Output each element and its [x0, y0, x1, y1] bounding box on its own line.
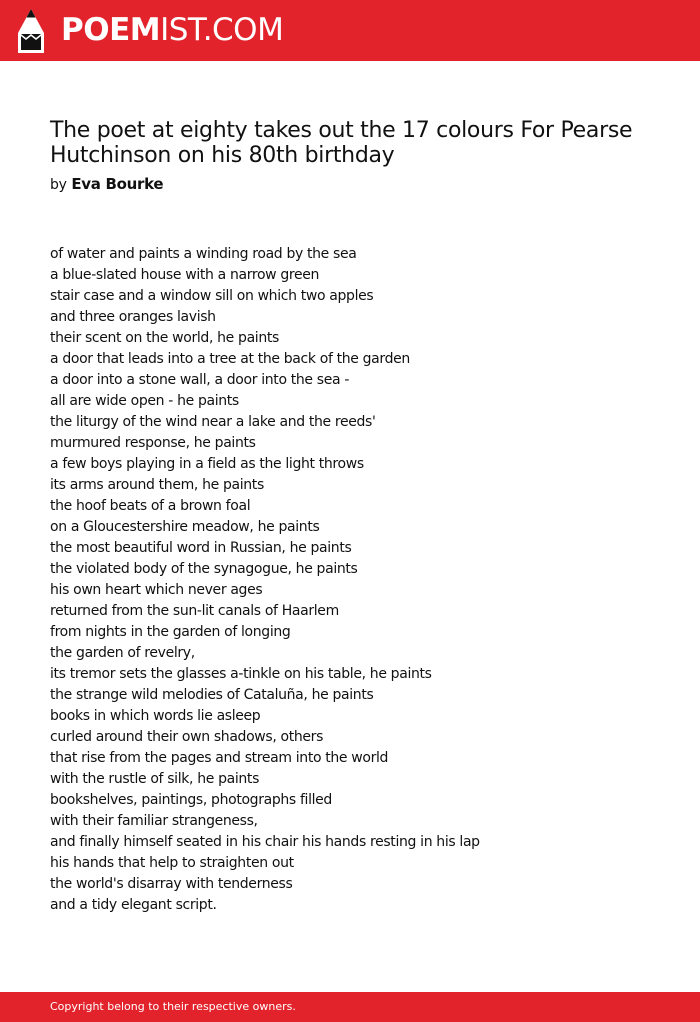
poem-line: a few boys playing in a field as the light throws [50, 456, 364, 472]
poem-line: the hoof beats of a brown foal [50, 498, 251, 514]
poem-line: bookshelves, paintings, photographs filled [50, 792, 332, 808]
poem-line: books in which words lie asleep [50, 708, 261, 724]
logo-text-bold: POEM [61, 12, 161, 48]
poem-line: that rise from the pages and stream into the world [50, 750, 389, 766]
poem-line: their scent on the world, he paints [50, 330, 279, 346]
site-header [0, 0, 700, 61]
poem-line: the garden of revelry, [50, 645, 195, 661]
poem-line: the violated body of the synagogue, he paints [50, 561, 358, 577]
poem-line: from nights in the garden of longing [50, 624, 291, 640]
poem-line: a door that leads into a tree at the back of the garden [50, 351, 410, 367]
copyright-text: Copyright belong to their respective owners. [50, 1000, 296, 1013]
logo-text-light: IST.COM [160, 12, 284, 48]
poem-title: The poet at eighty takes out the 17 colours For Pearse Hutchinson on his 80th birthday [50, 118, 633, 168]
poem-line: its tremor sets the glasses a-tinkle on his table, he paints [50, 666, 432, 682]
poem-line: curled around their own shadows, others [50, 729, 324, 745]
poem-line: the most beautiful word in Russian, he paints [50, 540, 352, 556]
by-label: by [50, 177, 67, 193]
poem-line: a blue-slated house with a narrow green [50, 267, 320, 283]
poem-line: and finally himself seated in his chair his hands resting in his lap [50, 834, 480, 850]
poem-line: with their familiar strangeness, [50, 813, 258, 829]
pencil-icon[interactable] [18, 9, 44, 53]
poem-line: stair case and a window sill on which two apples [50, 288, 374, 304]
poem-body [50, 244, 670, 916]
poem-line: of water and paints a winding road by the sea [50, 246, 357, 262]
poem-line: the liturgy of the wind near a lake and the reeds' [50, 414, 376, 430]
poem-line: and three oranges lavish [50, 309, 216, 325]
poem-line: murmured response, he paints [50, 435, 256, 451]
poem-line: his hands that help to straighten out [50, 855, 294, 871]
poem-line: his own heart which never ages [50, 582, 263, 598]
poem-line: a door into a stone wall, a door into the sea - [50, 372, 350, 388]
poem-line: all are wide open - he paints [50, 393, 239, 409]
poem-line: and a tidy elegant script. [50, 897, 217, 913]
poem-line: on a Gloucestershire meadow, he paints [50, 519, 320, 535]
poem-line: its arms around them, he paints [50, 477, 264, 493]
site-logo[interactable] [61, 12, 283, 48]
byline [50, 174, 163, 195]
poem-line: with the rustle of silk, he paints [50, 771, 260, 787]
poem-line: the world's disarray with tenderness [50, 876, 293, 892]
author-name[interactable]: Eva Bourke [71, 175, 164, 193]
poem-line: returned from the sun-lit canals of Haarlem [50, 603, 339, 619]
poem-line: the strange wild melodies of Cataluña, he paints [50, 687, 374, 703]
site-footer [0, 992, 700, 1022]
